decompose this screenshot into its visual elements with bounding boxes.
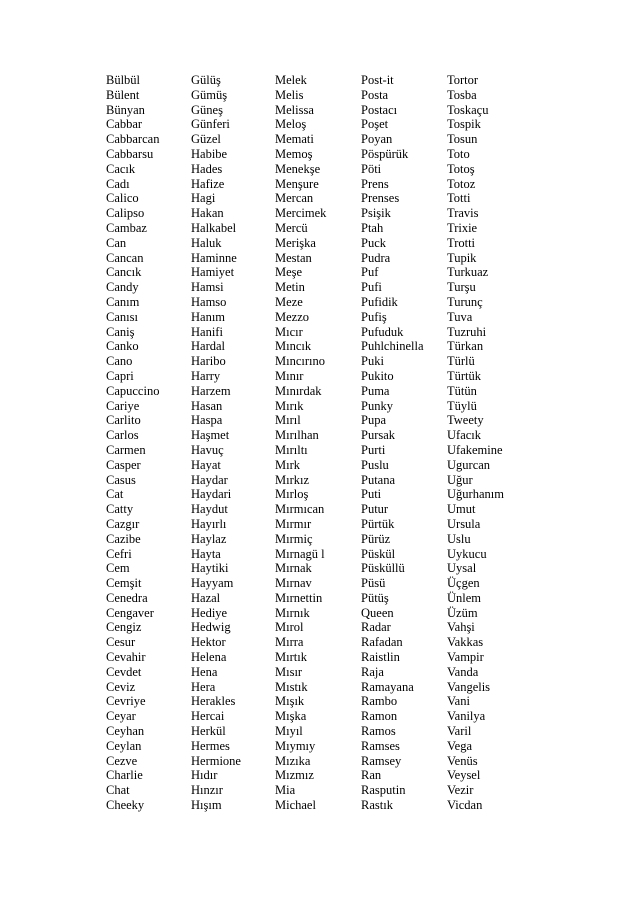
name-entry: Totti xyxy=(447,191,471,206)
name-entry: Cenedra xyxy=(106,590,148,605)
name-entry: Cevdet xyxy=(106,664,142,679)
name-entry: Tosun xyxy=(447,132,478,147)
name-entry: Meze xyxy=(275,294,303,309)
name-entry: Hardal xyxy=(191,339,226,354)
name-entry: Cat xyxy=(106,487,124,502)
name-entry: Cezve xyxy=(106,753,138,768)
name-entry: Hanım xyxy=(191,309,226,324)
name-entry: Pürtük xyxy=(361,516,395,531)
name-entry: Tuva xyxy=(447,309,473,324)
name-entry: Prens xyxy=(361,176,389,191)
name-entry: Harry xyxy=(191,368,221,383)
name-entry: Mercan xyxy=(275,191,314,206)
name-entry: Michael xyxy=(275,798,316,813)
name-entry: Mızmız xyxy=(275,768,314,783)
name-entry: Queen xyxy=(361,605,394,620)
name-entry: Tütün xyxy=(447,383,477,398)
name-entry: Vampir xyxy=(447,650,484,665)
name-entry: Pukito xyxy=(361,368,394,383)
name-entry: Cazgır xyxy=(106,516,140,531)
name-entry: Bülbül xyxy=(106,73,141,87)
name-entry: Pupa xyxy=(361,413,386,428)
name-entry: Mırk xyxy=(275,457,300,472)
name-entry: Hermes xyxy=(191,738,230,753)
name-entry: Trixie xyxy=(447,220,478,235)
name-entry: Ramos xyxy=(361,724,396,739)
name-entry: Toskaçu xyxy=(447,102,489,117)
name-entry: Herakles xyxy=(191,694,236,709)
name-entry: Ran xyxy=(361,768,382,783)
name-entry: Ceyhan xyxy=(106,724,145,739)
name-column-3 xyxy=(275,73,361,813)
name-entry: Toto xyxy=(447,146,470,161)
name-entry: Mırmiç xyxy=(275,531,313,546)
name-column-5 xyxy=(447,73,527,813)
name-entry: Caniş xyxy=(106,324,135,339)
name-entry: Mırloş xyxy=(275,487,309,502)
name-entry: Ünlem xyxy=(447,590,482,605)
name-entry: Turunç xyxy=(447,294,483,309)
name-entry: Tuzruhi xyxy=(447,324,487,339)
name-entry: Hermione xyxy=(191,753,241,768)
name-entry: Varil xyxy=(447,724,472,739)
name-entry: Tortor xyxy=(447,73,479,87)
name-entry: Rambo xyxy=(361,694,398,709)
name-entry: Melis xyxy=(275,87,304,102)
name-entry: Capuccino xyxy=(106,383,160,398)
name-entry: Hektor xyxy=(191,635,226,650)
name-entry: Haydari xyxy=(191,487,232,502)
name-entry: Harzem xyxy=(191,383,231,398)
name-entry: Hanifi xyxy=(191,324,223,339)
name-entry: Haşmet xyxy=(191,428,230,443)
name-entry: Gümüş xyxy=(191,87,228,102)
name-entry: Halkabel xyxy=(191,220,237,235)
name-entry: Carlos xyxy=(106,428,139,443)
name-entry: Cevriye xyxy=(106,694,146,709)
name-entry: Haminne xyxy=(191,250,237,265)
name-entry: Cancan xyxy=(106,250,144,265)
name-entry: Vangelis xyxy=(447,679,491,694)
name-entry: Mırnagü l xyxy=(275,546,325,561)
name-entry: Mırmıcan xyxy=(275,502,325,517)
name-entry: Hışım xyxy=(191,798,222,813)
name-entry: Vakkas xyxy=(447,635,484,650)
name-entry: Hedwig xyxy=(191,620,231,635)
name-entry: Putana xyxy=(361,472,396,487)
name-entry: Havuç xyxy=(191,442,224,457)
name-entry: Mısır xyxy=(275,664,303,679)
name-entry: Ufakemine xyxy=(447,442,503,457)
name-entry: Herkül xyxy=(191,724,226,739)
name-entry: Turkuaz xyxy=(447,265,489,280)
name-entry: Cefri xyxy=(106,546,132,561)
name-entry: Cevahir xyxy=(106,650,146,665)
name-entry: Haydut xyxy=(191,502,228,517)
name-entry: Tupik xyxy=(447,250,477,265)
name-entry: Mırık xyxy=(275,398,304,413)
name-entry: Tüylü xyxy=(447,398,477,413)
name-entry: Carmen xyxy=(106,442,146,457)
name-entry: Metin xyxy=(275,280,305,295)
name-entry: Cacık xyxy=(106,161,136,176)
name-entry: Cemşit xyxy=(106,576,142,591)
name-entry: Pütüş xyxy=(361,590,389,605)
name-entry: Punky xyxy=(361,398,393,413)
name-entry: Meşe xyxy=(275,265,303,280)
name-entry: Cambaz xyxy=(106,220,147,235)
name-entry: Capri xyxy=(106,368,134,383)
name-entry: Catty xyxy=(106,502,134,517)
name-entry: Veysel xyxy=(447,768,481,783)
name-entry: Cheeky xyxy=(106,798,145,813)
name-entry: Charlie xyxy=(106,768,143,783)
name-entry: Puki xyxy=(361,354,384,369)
name-entry: Mırol xyxy=(275,620,304,635)
name-entry: Hazal xyxy=(191,590,221,605)
name-entry: Mia xyxy=(275,783,296,798)
name-entry: Ramon xyxy=(361,709,398,724)
name-entry: Rasputin xyxy=(361,783,406,798)
name-entry: Günferi xyxy=(191,117,230,132)
name-entry: Uykucu xyxy=(447,546,487,561)
name-entry: Cesur xyxy=(106,635,136,650)
name-entry: Post-it xyxy=(361,73,394,87)
name-entry: Hıdır xyxy=(191,768,218,783)
name-entry: Pudra xyxy=(361,250,391,265)
name-entry: Hercai xyxy=(191,709,225,724)
name-entry: Pöti xyxy=(361,161,382,176)
name-entry: Hınzır xyxy=(191,783,223,798)
name-entry: Pursak xyxy=(361,428,396,443)
name-entry: Hayat xyxy=(191,457,221,472)
name-entry: Ugurcan xyxy=(447,457,491,472)
name-entry: Pufidik xyxy=(361,294,398,309)
name-entry: Raja xyxy=(361,664,384,679)
name-entry: Hafize xyxy=(191,176,225,191)
name-entry: Uğurhanım xyxy=(447,487,504,502)
name-entry: Türtük xyxy=(447,368,482,383)
name-entry: Mırıl xyxy=(275,413,301,428)
name-entry: Mınırdak xyxy=(275,383,322,398)
name-entry: Cancık xyxy=(106,265,142,280)
name-entry: Rafadan xyxy=(361,635,403,650)
name-entry: Hagi xyxy=(191,191,216,206)
name-entry: Cariye xyxy=(106,398,140,413)
name-entry: Casper xyxy=(106,457,141,472)
name-entry: Mıcır xyxy=(275,324,303,339)
name-entry: Mestan xyxy=(275,250,312,265)
name-entry: Ufacık xyxy=(447,428,482,443)
name-entry: Mırnav xyxy=(275,576,312,591)
name-entry: Melissa xyxy=(275,102,314,117)
name-entry: Mışık xyxy=(275,694,305,709)
name-entry: Hasan xyxy=(191,398,223,413)
name-entry: Puti xyxy=(361,487,382,502)
name-entry: Ptah xyxy=(361,220,384,235)
name-entry: Poyan xyxy=(361,132,393,147)
name-entry: Hamsi xyxy=(191,280,224,295)
name-entry: Mıncık xyxy=(275,339,312,354)
name-entry: Hakan xyxy=(191,206,224,221)
name-entry: Calipso xyxy=(106,206,145,221)
name-entry: Memoş xyxy=(275,146,313,161)
name-entry: Mıncırıno xyxy=(275,354,325,369)
name-entry: Casus xyxy=(106,472,136,487)
name-entry: Cano xyxy=(106,354,133,369)
name-entry: Mıstık xyxy=(275,679,308,694)
name-entry: Hena xyxy=(191,664,218,679)
name-entry: Puf xyxy=(361,265,379,280)
name-entry: Uslu xyxy=(447,531,471,546)
name-entry: Mınır xyxy=(275,368,304,383)
name-entry: Püsü xyxy=(361,576,386,591)
name-entry: Vanilya xyxy=(447,709,486,724)
name-entry: Habibe xyxy=(191,146,228,161)
name-entry: Melek xyxy=(275,73,307,87)
name-entry: Mırnık xyxy=(275,605,310,620)
name-entry: Cadı xyxy=(106,176,130,191)
name-entry: Cabbar xyxy=(106,117,143,132)
name-entry: Haluk xyxy=(191,235,222,250)
name-entry: Ceylan xyxy=(106,738,142,753)
name-entry: Cem xyxy=(106,561,130,576)
name-entry: Menşure xyxy=(275,176,319,191)
name-entry: Meloş xyxy=(275,117,307,132)
name-entry: Poşet xyxy=(361,117,389,132)
name-entry: Bünyan xyxy=(106,102,145,117)
name-entry: Menekşe xyxy=(275,161,321,176)
name-entry: Merişka xyxy=(275,235,316,250)
name-entry: Pufi xyxy=(361,280,382,295)
name-entry: Haylaz xyxy=(191,531,227,546)
name-entry: Üzüm xyxy=(447,605,478,620)
name-entry: Venüs xyxy=(447,753,478,768)
name-entry: Hamso xyxy=(191,294,227,309)
name-entry: Mıymıy xyxy=(275,738,316,753)
name-entry: Mezzo xyxy=(275,309,310,324)
name-entry: Ceyar xyxy=(106,709,136,724)
name-entry: Ursula xyxy=(447,516,481,531)
name-entry: Pufuduk xyxy=(361,324,404,339)
name-entry: Türlü xyxy=(447,354,475,369)
name-entry: Gülüş xyxy=(191,73,221,87)
name-entry: Vanda xyxy=(447,664,479,679)
name-entry: Uğur xyxy=(447,472,473,487)
name-entry: Puslu xyxy=(361,457,389,472)
name-entry: Hediye xyxy=(191,605,228,620)
name-entry: Mışka xyxy=(275,709,307,724)
name-entry: Raistlin xyxy=(361,650,400,665)
name-entry: Hayyam xyxy=(191,576,234,591)
name-entry: Ramses xyxy=(361,738,400,753)
name-entry: Candy xyxy=(106,280,139,295)
name-entry: Püskül xyxy=(361,546,396,561)
name-entry: Cengaver xyxy=(106,605,154,620)
name-entry: Mırtık xyxy=(275,650,307,665)
name-entry: Haribo xyxy=(191,354,226,369)
name-entry: Mırnettin xyxy=(275,590,323,605)
name-entry: Pöspürük xyxy=(361,146,409,161)
name-entry: Mercü xyxy=(275,220,308,235)
name-entry: Tosba xyxy=(447,87,477,102)
name-entry: Chat xyxy=(106,783,130,798)
name-entry: Mırnak xyxy=(275,561,312,576)
name-entry: Üçgen xyxy=(447,576,480,591)
name-entry: Radar xyxy=(361,620,391,635)
name-entry: Mırmır xyxy=(275,516,312,531)
name-entry: Bülent xyxy=(106,87,140,102)
name-entry: Posta xyxy=(361,87,389,102)
name-entry: Tweety xyxy=(447,413,484,428)
name-entry: Psişik xyxy=(361,206,391,221)
name-column-1 xyxy=(106,73,191,813)
name-entry: Cengiz xyxy=(106,620,142,635)
name-entry: Cabbarsu xyxy=(106,146,154,161)
name-entry: Ceviz xyxy=(106,679,136,694)
name-entry: Mırkız xyxy=(275,472,310,487)
name-entry: Turşu xyxy=(447,280,476,295)
name-entry: Hera xyxy=(191,679,216,694)
name-entry: Vicdan xyxy=(447,798,483,813)
name-table xyxy=(106,73,527,813)
name-entry: Memati xyxy=(275,132,314,147)
name-entry: Püsküllü xyxy=(361,561,405,576)
name-entry: Mırıltı xyxy=(275,442,308,457)
name-entry: Rastık xyxy=(361,798,393,813)
name-entry: Cabbarcan xyxy=(106,132,160,147)
name-entry: Vani xyxy=(447,694,470,709)
name-entry: Ramsey xyxy=(361,753,402,768)
name-entry: Hades xyxy=(191,161,223,176)
name-entry: Postacı xyxy=(361,102,398,117)
name-entry: Purti xyxy=(361,442,386,457)
name-entry: Pufiş xyxy=(361,309,387,324)
name-entry: Prenses xyxy=(361,191,400,206)
name-entry: Trotti xyxy=(447,235,476,250)
name-entry: Putur xyxy=(361,502,389,517)
name-entry: Haspa xyxy=(191,413,223,428)
name-entry: Mırılhan xyxy=(275,428,319,443)
name-entry: Totoş xyxy=(447,161,475,176)
name-entry: Cazibe xyxy=(106,531,141,546)
name-column-2 xyxy=(191,73,275,813)
name-entry: Puma xyxy=(361,383,390,398)
name-entry: Mızıka xyxy=(275,753,311,768)
name-entry: Travis xyxy=(447,206,479,221)
name-entry: Hayta xyxy=(191,546,221,561)
name-entry: Uysal xyxy=(447,561,477,576)
name-entry: Mırra xyxy=(275,635,304,650)
name-entry: Güzel xyxy=(191,132,221,147)
name-entry: Calico xyxy=(106,191,139,206)
name-entry: Hamiyet xyxy=(191,265,235,280)
name-entry: Haytiki xyxy=(191,561,229,576)
name-entry: Helena xyxy=(191,650,227,665)
name-entry: Ramayana xyxy=(361,679,414,694)
name-entry: Can xyxy=(106,235,127,250)
name-entry: Haydar xyxy=(191,472,228,487)
name-entry: Totoz xyxy=(447,176,476,191)
name-entry: Canko xyxy=(106,339,139,354)
name-entry: Mıyıl xyxy=(275,724,303,739)
name-entry: Vezir xyxy=(447,783,474,798)
name-entry: Vega xyxy=(447,738,472,753)
name-entry: Tospik xyxy=(447,117,481,132)
name-entry: Canım xyxy=(106,294,140,309)
name-entry: Carlito xyxy=(106,413,141,428)
name-entry: Hayırlı xyxy=(191,516,227,531)
name-entry: Pürüz xyxy=(361,531,391,546)
name-entry: Puhlchinella xyxy=(361,339,424,354)
name-entry: Puck xyxy=(361,235,386,250)
name-column-4 xyxy=(361,73,447,813)
name-entry: Türkan xyxy=(447,339,484,354)
name-entry: Canısı xyxy=(106,309,138,324)
name-entry: Mercimek xyxy=(275,206,327,221)
name-entry: Güneş xyxy=(191,102,223,117)
name-entry: Umut xyxy=(447,502,476,517)
name-entry: Vahşi xyxy=(447,620,475,635)
